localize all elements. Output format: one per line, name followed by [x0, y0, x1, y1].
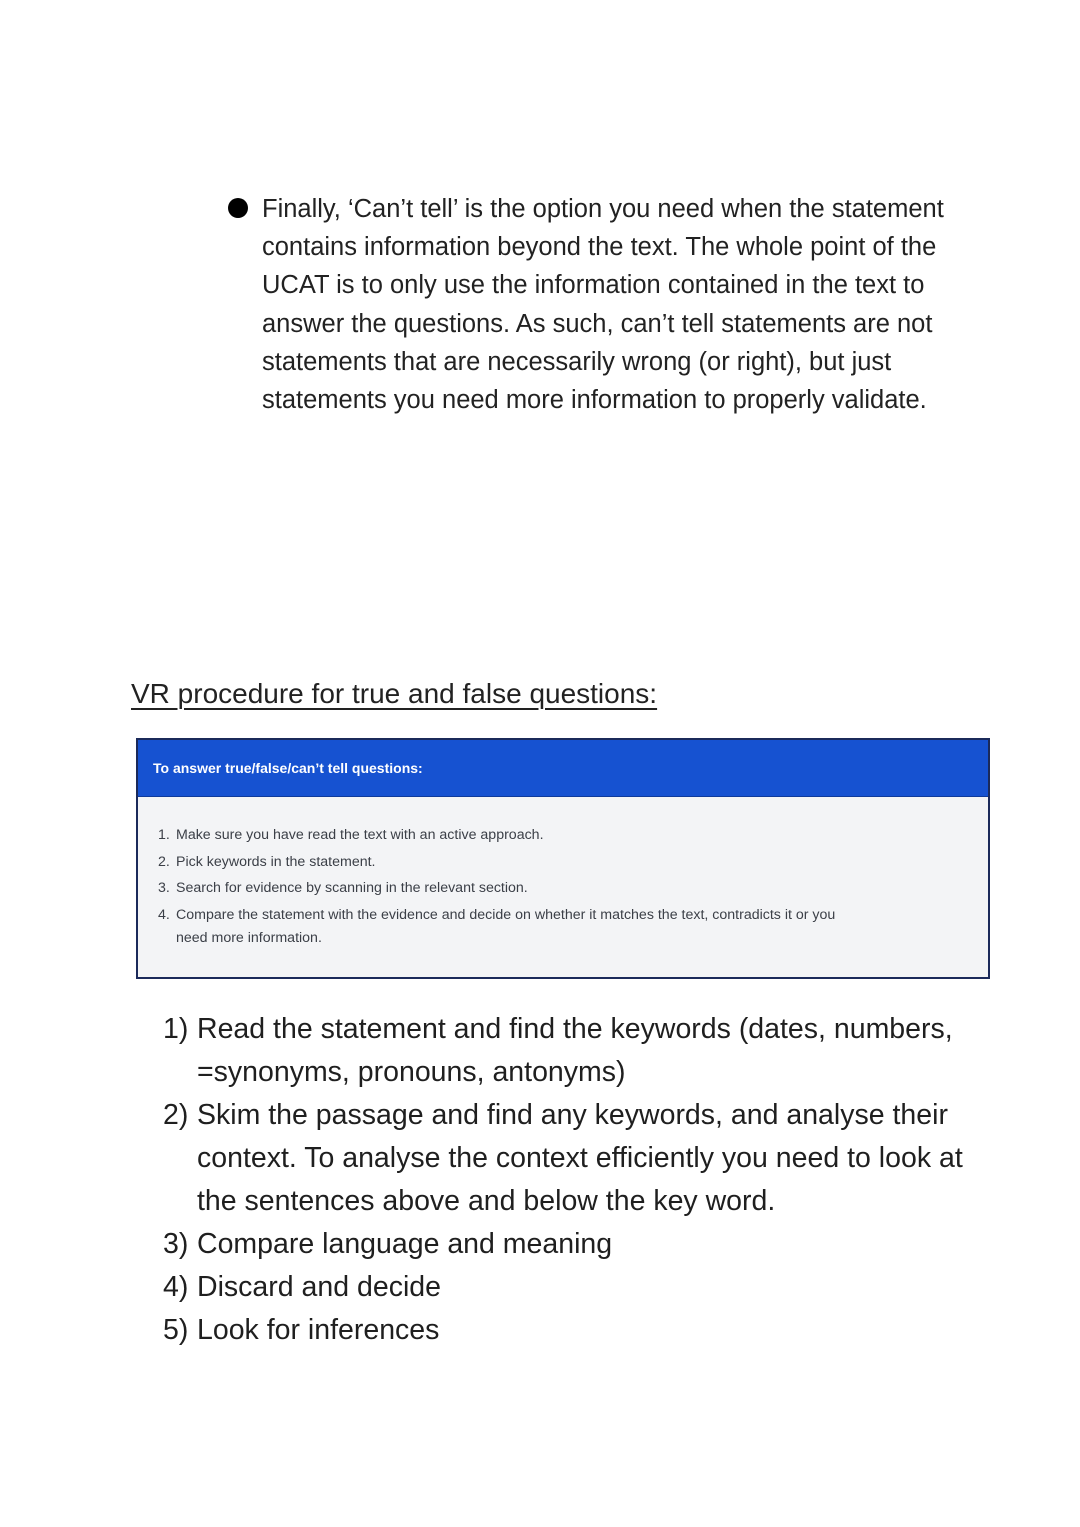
- procedure-item-number: 4.: [158, 906, 170, 923]
- step-item: [163, 1266, 963, 1309]
- steps-list: [163, 1008, 963, 1352]
- step-text: Discard and decide: [197, 1271, 441, 1303]
- procedure-item-number: 2.: [158, 853, 170, 870]
- step-item: [163, 1094, 963, 1223]
- procedure-box: [136, 738, 990, 979]
- bullet-text: Finally, ‘Can’t tell’ is the option you need when the statement contains information beyond the text. The whole point of the UCAT is to only use the information contained in the text to answer the questions. As such, can’t tell statements are not statements that are necessarily wrong (or right), but just statements you need more information to properly validate.: [262, 195, 944, 415]
- procedure-item-text: Make sure you have read the text with an active approach.: [176, 827, 544, 843]
- procedure-box-header: To answer true/false/can’t tell questions:: [138, 740, 988, 797]
- step-number: 4): [163, 1271, 189, 1303]
- step-item: [163, 1309, 963, 1352]
- procedure-item-text: Compare the statement with the evidence and decide on whether it matches the text, contradicts it or you need more information.: [176, 906, 836, 946]
- step-number: 2): [163, 1099, 189, 1131]
- step-number: 1): [163, 1013, 189, 1045]
- step-text: Skim the passage and find any keywords, and analyse their context. To analyse the context efficiently you need to look at the sentences above and below the key word.: [197, 1099, 963, 1217]
- step-item: [163, 1008, 963, 1094]
- procedure-item-text: Search for evidence by scanning in the relevant section.: [176, 880, 528, 896]
- procedure-item: [158, 904, 836, 950]
- procedure-item: [158, 854, 836, 871]
- step-text: Read the statement and find the keywords (dates, numbers, =synonyms, pronouns, antonyms): [197, 1013, 953, 1088]
- procedure-item: [158, 880, 836, 897]
- procedure-list: [138, 797, 988, 950]
- procedure-item-number: 3.: [158, 880, 170, 896]
- procedure-item: [158, 827, 836, 844]
- step-number: 5): [163, 1314, 189, 1346]
- bullet-dot-icon: [228, 198, 248, 218]
- step-number: 3): [163, 1228, 189, 1260]
- procedure-item-number: 1.: [158, 827, 170, 843]
- procedure-item-text: Pick keywords in the statement.: [176, 853, 376, 870]
- step-item: [163, 1223, 963, 1266]
- step-text: Look for inferences: [197, 1314, 440, 1346]
- section-heading: VR procedure for true and false questions:: [131, 678, 658, 709]
- step-text: Compare language and meaning: [197, 1228, 613, 1260]
